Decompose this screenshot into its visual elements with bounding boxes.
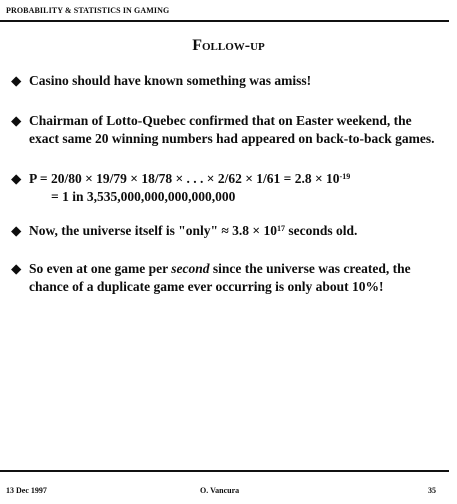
footer-date: 13 Dec 1997 <box>6 486 47 495</box>
universe-age-unit: seconds old. <box>284 223 358 238</box>
bullet-item <box>11 112 441 148</box>
bullet-text: Chairman of Lotto-Quebec confirmed that on Easter weekend, the exact same 20 winning numbers had appeared on back-to-back games. <box>29 113 435 146</box>
page-number: 35 <box>428 486 436 495</box>
bullet-text <box>29 222 441 240</box>
bullet-text <box>29 260 441 296</box>
conclusion-emphasis: second <box>171 261 210 276</box>
diamond-bullet-icon: ◆ <box>11 223 22 238</box>
universe-age-exponent: 17 <box>276 224 285 233</box>
diamond-bullet-icon: ◆ <box>11 261 22 276</box>
bullet-item <box>11 170 441 206</box>
probability-odds: = 1 in 3,535,000,000,000,000,000 <box>51 189 236 204</box>
bullet-item <box>11 260 441 296</box>
universe-age-text: Now, the universe itself is "only" ≈ 3.8 × 10 <box>29 223 277 238</box>
footer-author: O. Vancura <box>200 486 240 495</box>
conclusion-pre: So even at one game per <box>29 261 172 276</box>
header-rule <box>0 20 449 22</box>
diamond-bullet-icon: ◆ <box>11 73 22 88</box>
diamond-bullet-icon: ◆ <box>11 171 22 186</box>
probability-formula: P = 20/80 × 19/79 × 18/78 × . . . × 2/62 × 1/61 = 2.8 × 10 <box>29 171 340 186</box>
bullet-text <box>29 170 441 206</box>
running-header: PROBABILITY & STATISTICS IN GAMING <box>6 6 170 15</box>
footer-rule <box>0 470 449 472</box>
bullet-item <box>11 72 441 90</box>
formula-exponent: -19 <box>339 172 351 181</box>
bullet-item <box>11 222 441 240</box>
diamond-bullet-icon: ◆ <box>11 113 22 128</box>
conclusion-post: since the universe was created, the chance of a duplicate game ever occurring is only about 10%! <box>29 261 411 294</box>
bullet-text: Casino should have known something was amiss! <box>29 73 312 88</box>
slide-title: Follow-up <box>192 37 265 54</box>
